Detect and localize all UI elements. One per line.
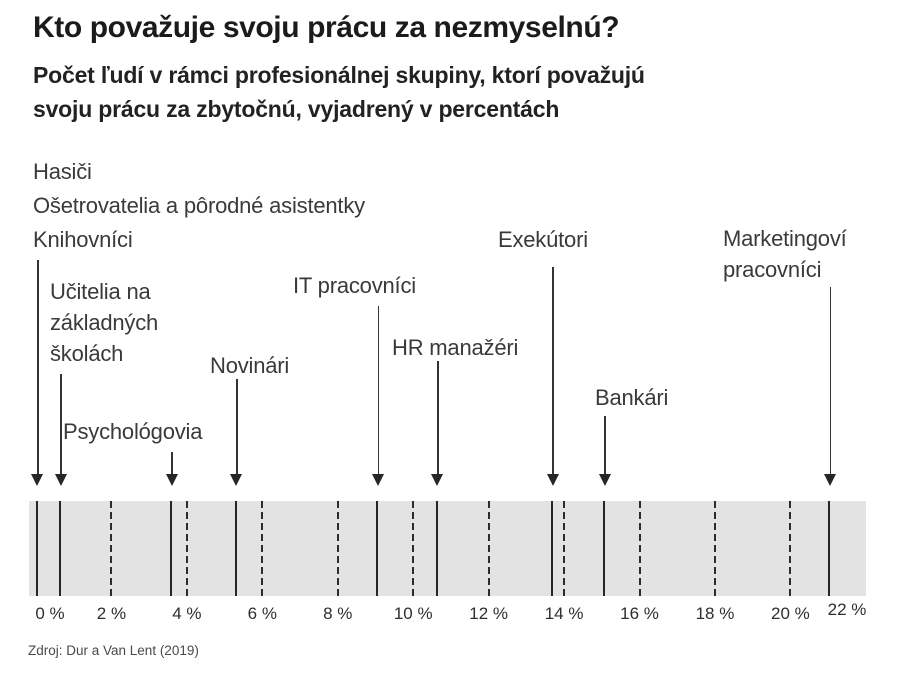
arrow-down-icon-5 (431, 474, 443, 486)
tick-line-10 (412, 501, 414, 596)
chart-subtitle-line1: Počet ľudí v rámci profesionálnej skupiny, ktorí považujú (33, 62, 645, 88)
tick-label-8: 8 % (323, 604, 353, 623)
profession-label-line: Knihovníci (33, 227, 133, 252)
profession-label-line: Bankári (595, 385, 669, 410)
tick-line-6 (261, 501, 263, 596)
profession-label-line: pracovníci (723, 257, 822, 282)
marker-line-6 (551, 501, 553, 596)
arrow-down-icon-8 (824, 474, 836, 486)
profession-label-1 (50, 276, 158, 369)
profession-label-5 (392, 332, 518, 363)
arrow-stem-6 (552, 267, 554, 475)
arrow-stem-8 (830, 287, 832, 475)
profession-label-line: Ošetrovatelia a pôrodné asistentky (33, 193, 365, 218)
profession-label-3 (210, 350, 289, 381)
arrow-down-icon-0 (31, 474, 43, 486)
source-note: Zdroj: Dur a Van Lent (2019) (28, 643, 199, 658)
arrow-down-icon-4 (372, 474, 384, 486)
chart-subtitle-line2: svoju prácu za zbytočnú, vyjadrený v percentách (33, 96, 560, 122)
profession-label-line: školách (50, 341, 124, 366)
arrow-stem-2 (171, 452, 173, 475)
profession-label-line: Psychológovia (63, 419, 203, 444)
arrow-down-icon-3 (230, 474, 242, 486)
marker-line-5 (436, 501, 438, 596)
profession-label-line: Marketingoví (723, 226, 847, 251)
profession-label-0 (33, 155, 365, 257)
tick-label-12: 12 % (469, 604, 508, 623)
arrow-stem-7 (604, 416, 606, 475)
profession-label-line: Hasiči (33, 159, 92, 184)
profession-label-line: HR manažéri (392, 335, 519, 360)
profession-label-line: Novinári (210, 353, 290, 378)
arrow-stem-5 (437, 361, 439, 475)
profession-label-6 (498, 224, 588, 255)
tick-label-14: 14 % (544, 604, 584, 623)
profession-label-line: IT pracovníci (293, 273, 416, 298)
tick-label-10: 10 % (393, 604, 433, 623)
tick-line-18 (714, 501, 716, 596)
tick-label-16: 16 % (620, 604, 659, 623)
profession-label-line: Učitelia na (50, 279, 151, 304)
marker-line-8 (828, 501, 830, 596)
profession-label-8 (723, 223, 847, 285)
arrow-stem-0 (37, 260, 39, 475)
arrow-down-icon-6 (547, 474, 559, 486)
arrow-down-icon-1 (55, 474, 67, 486)
marker-line-1 (59, 501, 61, 596)
tick-label-20: 20 % (771, 604, 810, 623)
profession-label-line: Exekútori (498, 227, 588, 252)
profession-label-2 (63, 416, 202, 447)
tick-label-22: 22 % (827, 600, 867, 619)
tick-line-14 (563, 501, 565, 596)
tick-line-20 (789, 501, 791, 596)
arrow-stem-3 (236, 379, 238, 475)
tick-line-8 (337, 501, 339, 596)
arrow-down-icon-7 (599, 474, 611, 486)
tick-label-18: 18 % (695, 604, 735, 623)
axis-band (29, 501, 866, 596)
marker-line-2 (170, 501, 172, 596)
tick-label-2: 2 % (96, 604, 127, 623)
arrow-stem-1 (60, 374, 62, 475)
marker-line-7 (603, 501, 605, 596)
tick-line-12 (488, 501, 490, 596)
tick-line-2 (110, 501, 112, 596)
profession-label-7 (595, 382, 668, 413)
tick-label-6: 6 % (247, 604, 277, 623)
marker-line-3 (235, 501, 237, 596)
tick-label-4: 4 % (172, 604, 202, 623)
profession-label-4 (293, 270, 416, 301)
tick-line-4 (186, 501, 188, 596)
tick-line-16 (639, 501, 641, 596)
marker-line-0 (36, 501, 38, 596)
arrow-down-icon-2 (166, 474, 178, 486)
profession-label-line: základných (50, 310, 159, 335)
chart-title: Kto považuje svoju prácu za nezmyselnú? (33, 11, 620, 44)
tick-label-0: 0 % (35, 604, 65, 623)
arrow-stem-4 (378, 306, 380, 475)
marker-line-4 (376, 501, 378, 596)
